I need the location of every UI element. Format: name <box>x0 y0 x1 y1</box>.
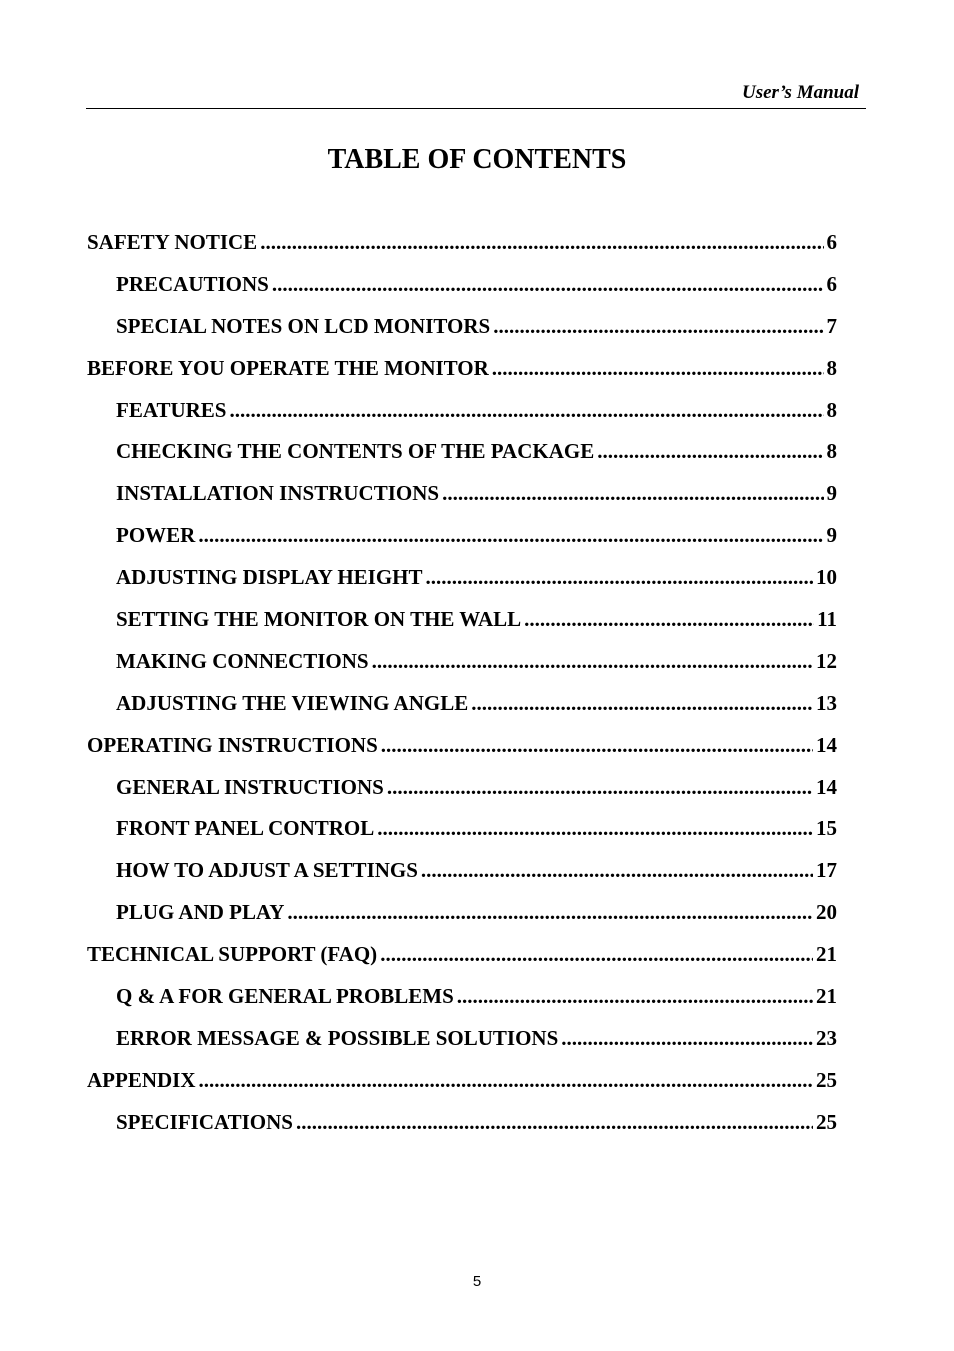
dot-leader <box>471 683 813 725</box>
table-of-contents <box>87 222 837 1144</box>
toc-entry-page: 12 <box>816 648 837 673</box>
toc-entry-page: 25 <box>816 1109 837 1134</box>
toc-entry-qa-general-problems[interactable] <box>87 976 837 1018</box>
toc-entry-label: FRONT PANEL CONTROL <box>116 816 375 841</box>
toc-entry-adjusting-display-height[interactable] <box>87 557 837 599</box>
toc-entry-installation-instructions[interactable] <box>87 473 837 515</box>
page-title: TABLE OF CONTENTS <box>327 144 627 175</box>
toc-entry-precautions[interactable] <box>87 264 837 306</box>
toc-entry-page: 11 <box>817 607 837 632</box>
toc-entry-label: ADJUSTING THE VIEWING ANGLE <box>116 690 469 715</box>
toc-entry-page: 8 <box>826 355 837 380</box>
toc-entry-label: OPERATING INSTRUCTIONS <box>87 732 378 757</box>
toc-entry-label: ERROR MESSAGE & POSSIBLE SOLUTIONS <box>116 1025 559 1050</box>
dot-leader <box>377 808 813 850</box>
toc-entry-before-you-operate[interactable] <box>87 348 837 390</box>
page-number: 5 <box>472 1273 482 1290</box>
toc-entry-power[interactable] <box>87 515 837 557</box>
toc-entry-making-connections[interactable] <box>87 641 837 683</box>
toc-entry-page: 17 <box>816 858 837 883</box>
toc-entry-label: SAFETY NOTICE <box>87 230 258 254</box>
toc-entry-specifications[interactable] <box>87 1102 837 1144</box>
toc-entry-page: 8 <box>826 439 837 464</box>
toc-entry-adjust-settings[interactable] <box>87 850 837 892</box>
toc-entry-label: SPECIFICATIONS <box>116 1109 293 1134</box>
dot-leader <box>421 850 813 892</box>
dot-leader <box>442 473 823 515</box>
toc-entry-checking-contents[interactable] <box>87 431 837 473</box>
toc-entry-page: 8 <box>826 397 837 422</box>
toc-entry-page: 7 <box>826 313 837 338</box>
toc-entry-page: 10 <box>816 565 837 590</box>
toc-entry-label: GENERAL INSTRUCTIONS <box>116 774 384 799</box>
dot-leader <box>381 725 813 767</box>
dot-leader <box>457 976 813 1018</box>
toc-entry-label: PRECAUTIONS <box>116 271 269 296</box>
toc-entry-page: 15 <box>816 816 837 841</box>
dot-leader <box>229 390 823 432</box>
toc-entry-label: HOW TO ADJUST A SETTINGS <box>116 858 418 883</box>
toc-entry-label: BEFORE YOU OPERATE THE MONITOR <box>87 355 489 380</box>
dot-leader <box>272 264 824 306</box>
toc-entry-page: 13 <box>816 690 837 715</box>
dot-leader <box>287 892 813 934</box>
running-header-title: User’s Manual <box>741 82 859 103</box>
toc-entry-page: 6 <box>826 271 837 296</box>
toc-entry-page: 21 <box>816 942 837 967</box>
toc-entry-label: ADJUSTING DISPLAY HEIGHT <box>116 565 423 590</box>
toc-entry-label: APPENDIX <box>87 1067 196 1092</box>
header-divider <box>86 108 866 109</box>
toc-entry-wall-mount[interactable] <box>87 599 837 641</box>
toc-entry-page: 9 <box>826 481 837 506</box>
dot-leader <box>426 557 813 599</box>
toc-entry-special-notes-lcd[interactable] <box>87 306 837 348</box>
dot-leader <box>199 1060 814 1102</box>
toc-entry-page: 25 <box>816 1067 837 1092</box>
toc-entry-page: 9 <box>826 523 837 548</box>
toc-entry-label: SETTING THE MONITOR ON THE WALL <box>116 607 522 632</box>
dot-leader <box>387 767 813 809</box>
toc-entry-viewing-angle[interactable] <box>87 683 837 725</box>
toc-entry-label: Q & A FOR GENERAL PROBLEMS <box>116 984 454 1009</box>
dot-leader <box>561 1018 813 1060</box>
toc-entry-page: 14 <box>816 774 837 799</box>
toc-entry-page: 6 <box>826 230 837 254</box>
dot-leader <box>524 599 814 641</box>
toc-entry-label: PLUG AND PLAY <box>116 900 285 925</box>
dot-leader <box>260 222 823 264</box>
toc-entry-appendix[interactable] <box>87 1060 837 1102</box>
toc-entry-page: 14 <box>816 732 837 757</box>
dot-leader <box>372 641 813 683</box>
dot-leader <box>597 431 823 473</box>
toc-entry-error-messages[interactable] <box>87 1018 837 1060</box>
toc-entry-page: 23 <box>816 1025 837 1050</box>
dot-leader <box>492 348 824 390</box>
toc-entry-general-instructions[interactable] <box>87 767 837 809</box>
toc-entry-technical-support[interactable] <box>87 934 837 976</box>
toc-entry-page: 21 <box>816 984 837 1009</box>
dot-leader <box>380 934 813 976</box>
dot-leader <box>493 306 823 348</box>
toc-entry-safety-notice[interactable] <box>87 222 837 264</box>
toc-entry-label: INSTALLATION INSTRUCTIONS <box>116 481 440 506</box>
toc-entry-front-panel-control[interactable] <box>87 808 837 850</box>
toc-entry-label: TECHNICAL SUPPORT (FAQ) <box>87 942 378 967</box>
toc-entry-operating-instructions[interactable] <box>87 725 837 767</box>
toc-entry-features[interactable] <box>87 390 837 432</box>
toc-entry-label: FEATURES <box>116 397 227 422</box>
toc-entry-label: POWER <box>116 523 196 548</box>
toc-entry-page: 20 <box>816 900 837 925</box>
toc-entry-label: SPECIAL NOTES ON LCD MONITORS <box>116 313 491 338</box>
toc-entry-label: MAKING CONNECTIONS <box>116 648 369 673</box>
dot-leader <box>296 1102 813 1144</box>
dot-leader <box>198 515 823 557</box>
toc-entry-label: CHECKING THE CONTENTS OF THE PACKAGE <box>116 439 595 464</box>
toc-entry-plug-and-play[interactable] <box>87 892 837 934</box>
